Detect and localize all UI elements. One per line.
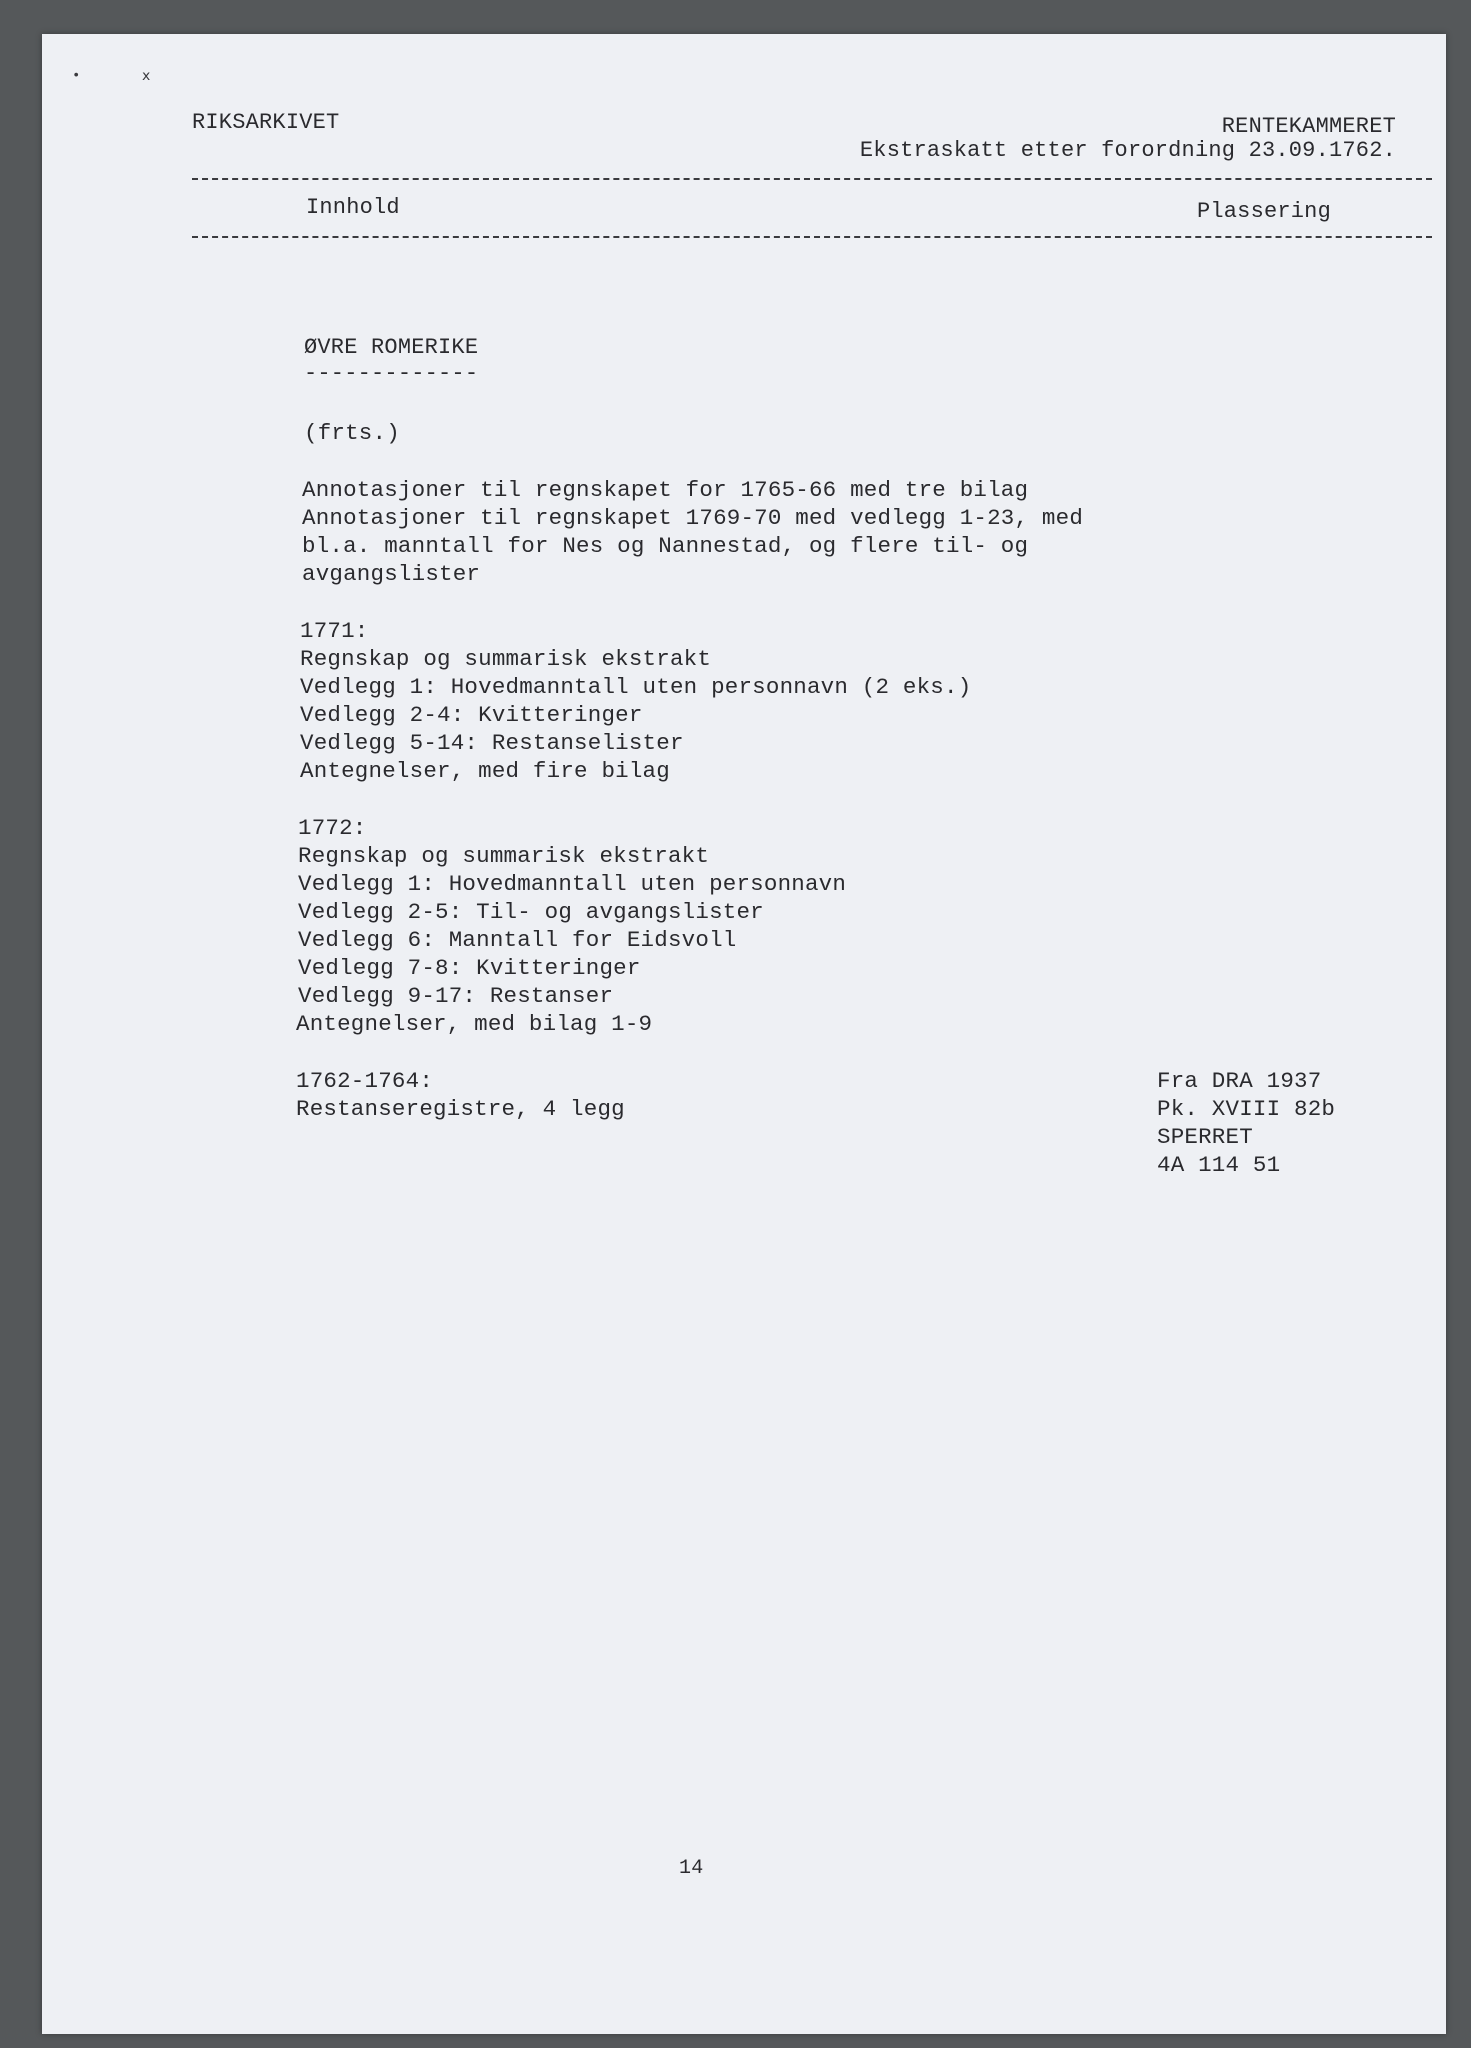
placement-line: Pk. XVIII 82b	[1157, 1096, 1336, 1122]
placement-line: SPERRET	[1157, 1124, 1253, 1150]
speck-mark: •	[72, 68, 81, 84]
list-item: Vedlegg 6: Manntall for Eidsvoll	[298, 927, 737, 953]
list-item: Restanseregistre, 4 legg	[296, 1096, 625, 1122]
section-title: ØVRE ROMERIKE	[304, 335, 479, 360]
list-item: Vedlegg 1: Hovedmanntall uten personnavn	[298, 871, 847, 897]
column-header-location: Plassering	[1196, 199, 1331, 224]
section-title-underline: -------------	[304, 361, 479, 386]
speck-mark: ⅹ	[142, 69, 151, 85]
archive-name: RIKSARKIVET	[192, 110, 340, 135]
list-item: Antegnelser, med bilag 1-9	[296, 1011, 653, 1037]
placement-line: 4A 114 51	[1157, 1152, 1281, 1178]
list-item: Vedlegg 2-4: Kvitteringer	[300, 702, 643, 728]
annotation-line: bl.a. manntall for Nes og Nannestad, og flere til- og	[302, 533, 1029, 559]
list-item: Vedlegg 5-14: Restanselister	[300, 730, 684, 756]
document-page	[42, 34, 1446, 2034]
period-label-1762: 1762-1764:	[296, 1068, 434, 1094]
list-item: Vedlegg 9-17: Restanser	[298, 983, 614, 1009]
column-header-content: Innhold	[306, 195, 400, 220]
annotation-line: Annotasjoner til regnskapet 1769-70 med vedlegg 1-23, med	[302, 505, 1084, 531]
year-label-1772: 1772:	[298, 815, 367, 841]
list-item: Regnskap og summarisk ekstrakt	[298, 843, 710, 869]
header-rule-top	[192, 178, 1432, 180]
list-item: Vedlegg 1: Hovedmanntall uten personnavn (2 eks.)	[300, 674, 972, 700]
list-item: Vedlegg 2-5: Til- og avgangslister	[298, 899, 764, 925]
list-item: Antegnelser, med fire bilag	[300, 758, 670, 784]
year-label-1771: 1771:	[300, 618, 369, 644]
list-item: Vedlegg 7-8: Kvitteringer	[298, 955, 641, 981]
annotation-line: Annotasjoner til regnskapet for 1765-66 med tre bilag	[302, 477, 1029, 503]
header-rule-bottom	[192, 236, 1432, 238]
office-name: RENTEKAMMERET	[1221, 114, 1396, 139]
placement-line: Fra DRA 1937	[1157, 1068, 1322, 1094]
document-subtitle: Ekstraskatt etter forordning 23.09.1762.	[859, 138, 1396, 163]
page-number: 14	[679, 1857, 704, 1880]
continued-note: (frts.)	[304, 420, 400, 446]
list-item: Regnskap og summarisk ekstrakt	[300, 646, 712, 672]
annotation-line: avgangslister	[302, 561, 481, 587]
